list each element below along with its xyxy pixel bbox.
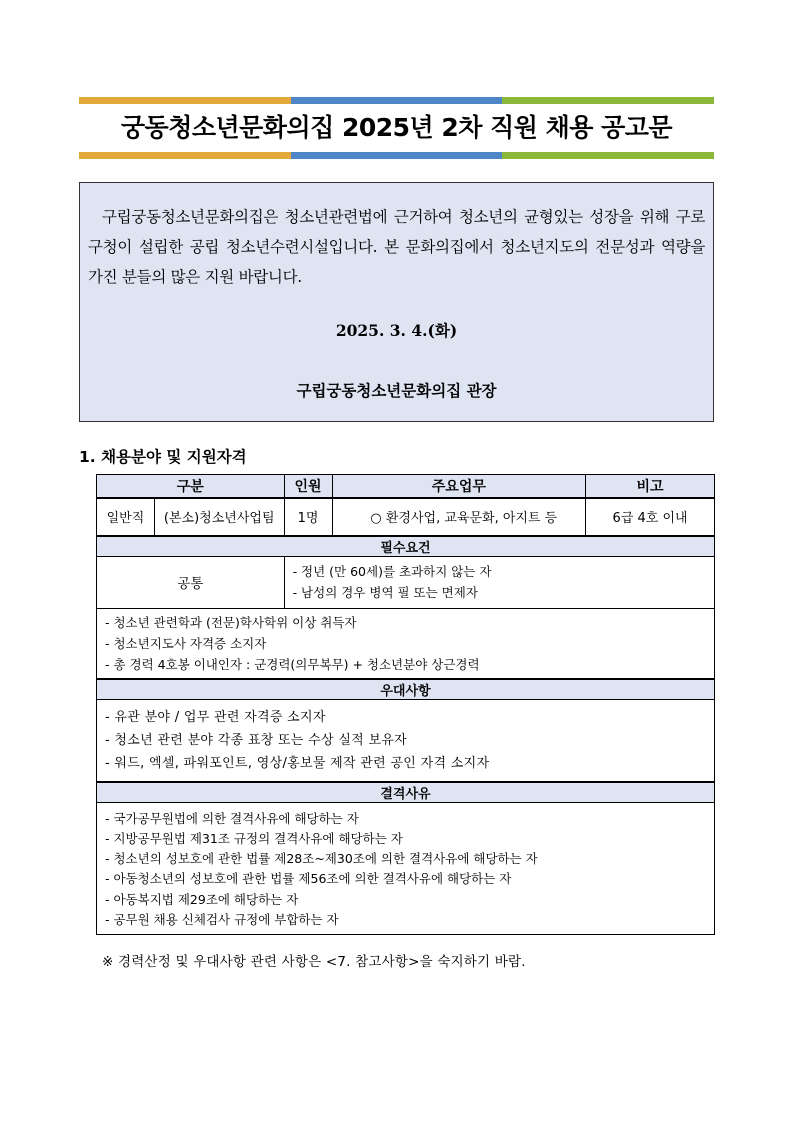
list-item: - 청소년지도사 자격증 소지자 xyxy=(105,635,267,651)
header-remark: 비고 xyxy=(586,475,715,498)
header-count: 인원 xyxy=(284,475,332,498)
section-header-row xyxy=(97,536,715,557)
title-banner xyxy=(79,97,714,159)
title-bottom-stripe xyxy=(79,152,714,159)
list-item: - 워드, 엑셀, 파워포인트, 영상/홍보물 제작 관련 공인 자격 소지자 xyxy=(105,755,490,771)
signature: 구립궁동청소년문화의집 관장 xyxy=(296,381,497,400)
intro-text: 구립궁동청소년문화의집은 청소년관련법에 근거하여 청소년의 균형있는 성장을 위해 구로구청이 설립한 공립 청소년수련시설입니다. 본 문화의집에서 청소년지도의 전문성과 역량을 가진 분들의 많은 지원 바랍니다. xyxy=(88,208,705,286)
table-row xyxy=(97,802,715,935)
page-title: 궁동청소년문화의집 2025년 2차 직원 채용 공고문 xyxy=(120,113,673,142)
job-remark: 6급 4호 이내 xyxy=(586,498,715,536)
header-category: 구분 xyxy=(97,475,285,498)
list-item: - 청소년의 성보호에 관한 법률 제28조~제30조에 의한 결격사유에 해당하는 자 xyxy=(105,851,538,867)
required-title: 필수요건 xyxy=(97,536,715,557)
job-duty: ○ 환경사업, 교육문화, 아지트 등 xyxy=(332,498,586,536)
list-item: - 지방공무원법 제31조 규정의 결격사유에 해당하는 자 xyxy=(105,830,403,846)
job-count: 1명 xyxy=(284,498,332,536)
header-duty: 주요업무 xyxy=(332,475,586,498)
job-type: 일반직 xyxy=(97,498,155,536)
list-item: - 아동청소년의 성보호에 관한 법률 제56조에 의한 결격사유에 해당하는 자 xyxy=(105,871,512,887)
table-row xyxy=(97,498,715,536)
list-item: - 유관 분야 / 업무 관련 자격증 소지자 xyxy=(105,709,326,725)
required-items xyxy=(97,608,715,679)
job-position: (본소)청소년사업팀 xyxy=(154,498,284,536)
list-item: - 국가공무원법에 의한 결격사유에 해당하는 자 xyxy=(105,810,359,826)
announcement-date: 2025. 3. 4.(화) xyxy=(335,321,458,340)
table-header-row xyxy=(97,475,715,498)
footnote: ※ 경력산정 및 우대사항 관련 사항은 <7. 참고사항>을 숙지하기 바람. xyxy=(102,954,526,970)
common-items xyxy=(284,556,714,608)
section-header-row xyxy=(97,679,715,700)
recruitment-table xyxy=(96,474,715,935)
section-title: 1. 채용분야 및 지원자격 xyxy=(79,448,247,466)
table-row xyxy=(97,608,715,679)
disqualification-title: 결격사유 xyxy=(97,782,715,803)
stripe-blue xyxy=(291,97,503,104)
table-row xyxy=(97,556,715,608)
stripe-orange xyxy=(79,152,291,159)
preferred-title: 우대사항 xyxy=(97,679,715,700)
section-header-row xyxy=(97,782,715,803)
table-row xyxy=(97,699,715,782)
disqualification-items xyxy=(97,802,715,935)
stripe-green xyxy=(502,97,714,104)
title-top-stripe xyxy=(79,97,714,104)
list-item: - 총 경력 4호봉 이내인자 : 군경력(의무복무) + 청소년분야 상근경력 xyxy=(105,656,480,672)
common-label: 공통 xyxy=(97,556,285,608)
list-item: - 청소년 관련 분야 각종 표창 또는 수상 실적 보유자 xyxy=(105,732,408,748)
list-item: - 공무원 채용 신체검사 규정에 부합하는 자 xyxy=(105,911,339,927)
stripe-blue xyxy=(291,152,503,159)
stripe-orange xyxy=(79,97,291,104)
preferred-items xyxy=(97,699,715,782)
list-item: - 청소년 관련학과 (전문)학사학위 이상 취득자 xyxy=(105,614,357,630)
list-item: - 남성의 경우 병역 필 또는 면제자 xyxy=(292,585,478,600)
list-item: - 아동복지법 제29조에 해당하는 자 xyxy=(105,891,299,907)
stripe-green xyxy=(502,152,714,159)
intro-box xyxy=(79,182,714,422)
list-item: - 정년 (만 60세)를 초과하지 않는 자 xyxy=(292,564,492,579)
